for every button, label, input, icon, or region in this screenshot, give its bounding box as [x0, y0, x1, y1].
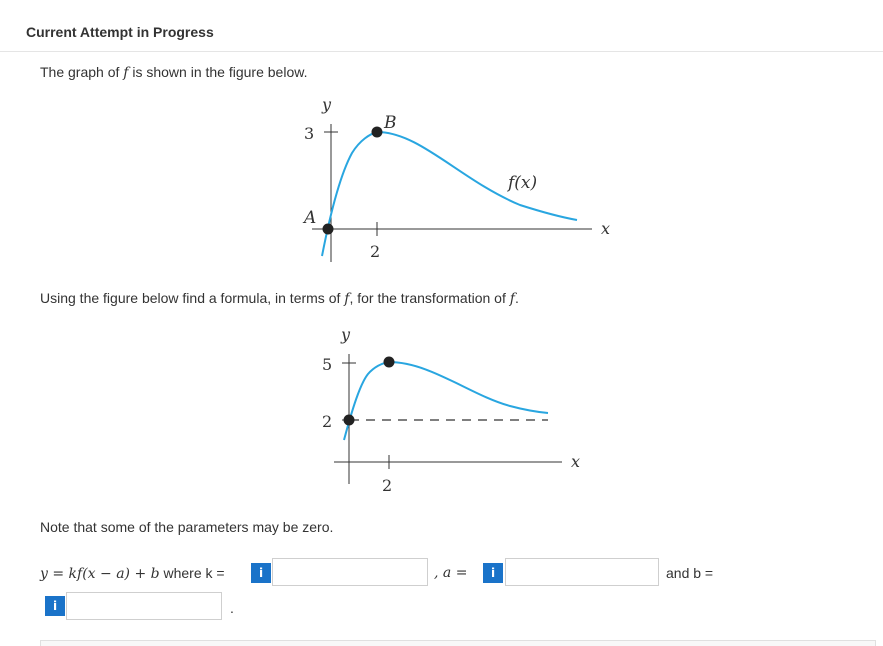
- graph2-y-label: y: [341, 325, 351, 344]
- intro-f: f: [123, 65, 129, 81]
- graph1-curve-label: f(x): [508, 173, 538, 193]
- instruction-end: .: [514, 290, 519, 306]
- graph-original: [0, 0, 883, 270]
- graph1-y-label: y: [322, 95, 332, 114]
- instruction-mid: , for the transformation of: [349, 290, 510, 306]
- question-instruction: [40, 290, 519, 307]
- graph1-x-tick-label: 2: [370, 242, 381, 261]
- instruction-prefix: Using the figure below find a formula, in terms of: [40, 290, 345, 306]
- b-input[interactable]: [66, 592, 222, 620]
- graph2-point-max: [384, 357, 395, 368]
- instruction-f: f: [344, 291, 350, 307]
- question-note: Note that some of the parameters may be zero.: [40, 519, 334, 535]
- b-info-button[interactable]: i: [45, 596, 65, 616]
- graph-transformed: [0, 320, 883, 520]
- graph2-y-tick-upper-label: 5: [322, 355, 333, 374]
- graph2-point-y-intercept: [344, 415, 355, 426]
- answer-formula: y = kf(x − a) + b: [40, 566, 160, 582]
- answer-where-k: where k =: [159, 565, 225, 581]
- a-input[interactable]: [505, 558, 659, 586]
- graph2-x-label: x: [571, 452, 581, 471]
- bottom-panel-edge: [40, 640, 876, 646]
- graph1-point-b-label: B: [384, 113, 397, 133]
- a-info-button[interactable]: i: [483, 563, 503, 583]
- intro-suffix: is shown in the figure below.: [128, 64, 308, 80]
- graph2-x-tick-label: 2: [382, 476, 393, 495]
- answer-and-b: and b =: [666, 565, 714, 581]
- header-title: Current Attempt in Progress: [26, 24, 214, 40]
- graph1-point-a: [323, 224, 334, 235]
- graph1-point-a-label: A: [304, 208, 317, 228]
- graph2-curve: [344, 362, 548, 440]
- instruction-f2: f: [509, 291, 515, 307]
- k-input[interactable]: [272, 558, 428, 586]
- answer-sep-a: , a =: [434, 565, 468, 581]
- graph2-y-tick-lower-label: 2: [322, 412, 333, 431]
- intro-prefix: The graph of: [40, 64, 124, 80]
- answer-period: .: [230, 600, 234, 616]
- graph1-y-tick-label: 3: [304, 124, 315, 143]
- k-info-button[interactable]: i: [251, 563, 271, 583]
- graph1-point-b: [372, 127, 383, 138]
- graph1-curve: [322, 132, 577, 256]
- answer-formula-line: [40, 565, 225, 582]
- graph1-x-label: x: [601, 219, 611, 238]
